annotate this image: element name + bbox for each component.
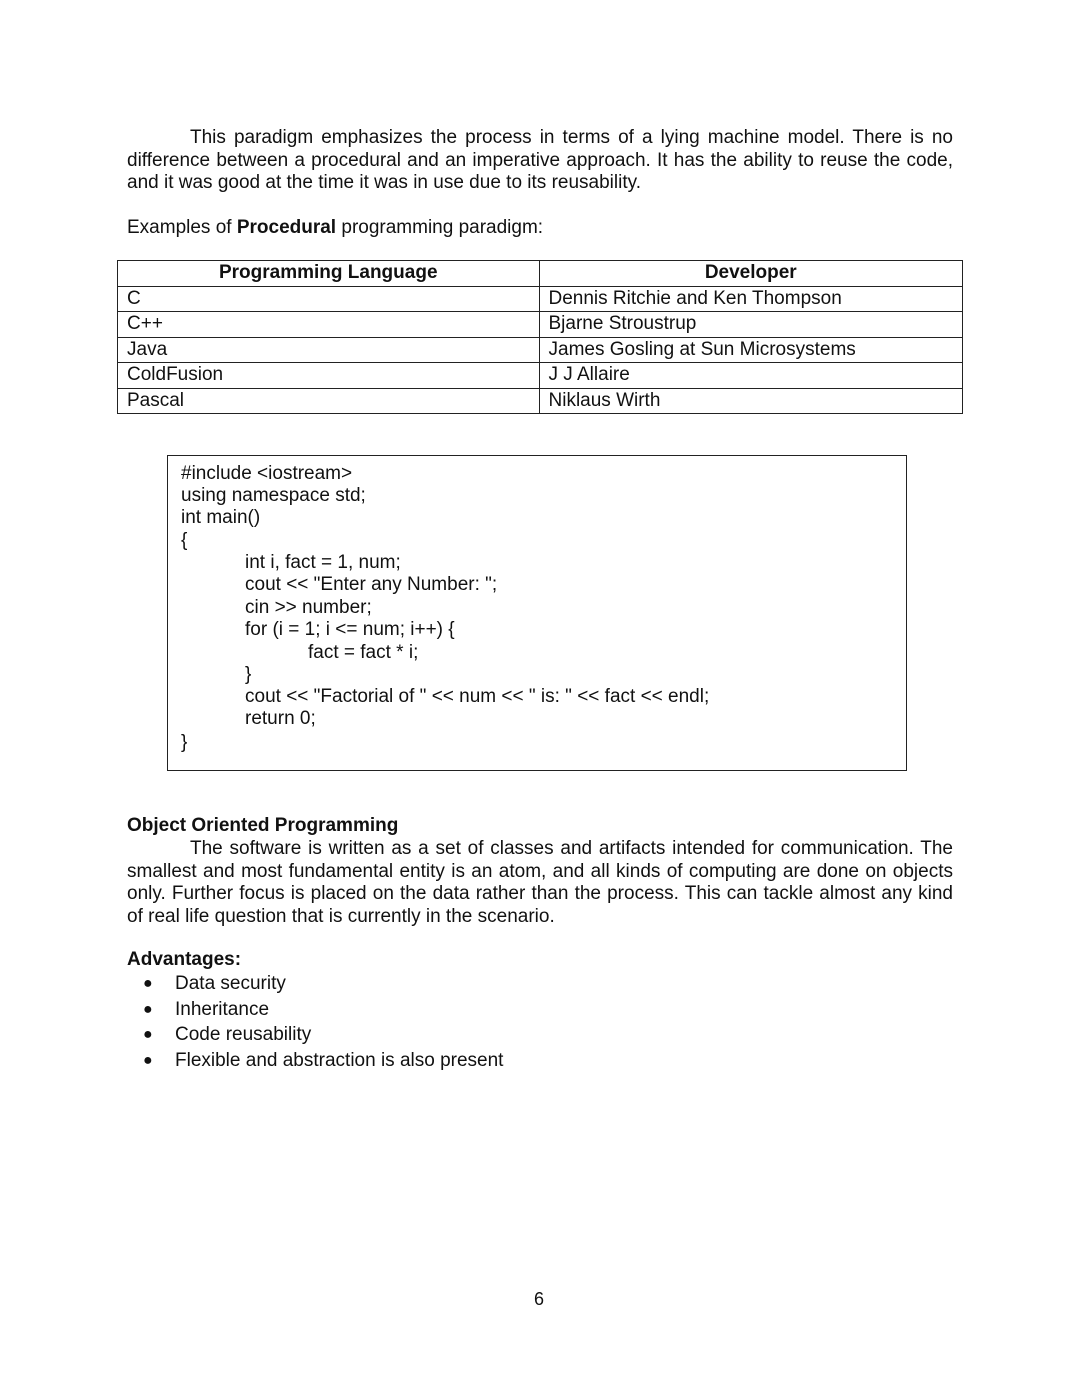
cell-language: Java xyxy=(118,337,540,363)
languages-table xyxy=(117,260,963,414)
table-row xyxy=(118,388,963,414)
intro-paragraph xyxy=(127,127,953,195)
code-line: int i, fact = 1, num; xyxy=(245,552,401,573)
code-line: return 0; xyxy=(245,708,316,729)
list-item xyxy=(127,972,503,998)
examples-prefix: Examples of xyxy=(127,217,237,238)
bullet-icon: ● xyxy=(143,1000,153,1018)
examples-suffix: programming paradigm: xyxy=(336,217,544,238)
cell-language: ColdFusion xyxy=(118,363,540,389)
code-line: } xyxy=(181,732,188,753)
list-item-text: Data security xyxy=(175,973,286,994)
code-line: cin >> number; xyxy=(245,597,372,618)
list-item xyxy=(127,998,503,1024)
list-item xyxy=(127,1049,503,1075)
cell-language: C++ xyxy=(118,312,540,338)
list-item-text: Flexible and abstraction is also present xyxy=(175,1049,504,1071)
code-line: using namespace std; xyxy=(181,485,366,506)
cell-language: Pascal xyxy=(118,388,540,414)
examples-line xyxy=(127,217,543,239)
advantages-heading: Advantages: xyxy=(127,949,242,970)
code-line: int main() xyxy=(181,507,261,528)
cell-developer: James Gosling at Sun Microsystems xyxy=(539,337,963,363)
code-line: { xyxy=(181,530,188,551)
list-item xyxy=(127,1023,503,1049)
code-line: cout << "Enter any Number: "; xyxy=(245,574,498,595)
advantages-list xyxy=(127,972,503,1074)
bullet-icon: ● xyxy=(143,1026,153,1043)
table-row xyxy=(118,363,963,389)
table-row xyxy=(118,337,963,363)
table-row xyxy=(118,312,963,338)
table-row xyxy=(118,286,963,312)
list-item-text: Inheritance xyxy=(175,998,270,1020)
intro-text: This paradigm emphasizes the process in terms of a lying machine model. There is no difference between a procedural and an imperative approach. It has the ability to reuse the code, and it was good at the time it was in use due to its reusability. xyxy=(127,127,953,193)
code-line: #include <iostream> xyxy=(181,463,353,484)
header-developer: Developer xyxy=(539,261,963,287)
table-header-row xyxy=(118,261,963,287)
code-line: fact = fact * i; xyxy=(308,642,419,663)
code-line: } xyxy=(245,664,252,685)
header-language: Programming Language xyxy=(118,261,540,287)
bullet-icon: ● xyxy=(143,975,153,992)
code-line: for (i = 1; i <= num; i++) { xyxy=(245,619,455,640)
cell-language: C xyxy=(118,286,540,312)
page-number: 6 xyxy=(534,1289,545,1309)
oop-heading: Object Oriented Programming xyxy=(127,815,399,836)
oop-paragraph xyxy=(127,838,953,928)
bullet-icon: ● xyxy=(143,1051,153,1069)
cell-developer: J J Allaire xyxy=(539,363,963,389)
cell-developer: Dennis Ritchie and Ken Thompson xyxy=(539,286,963,312)
cell-developer: Niklaus Wirth xyxy=(539,388,963,414)
code-box xyxy=(167,455,907,771)
oop-text: The software is written as a set of classes and artifacts intended for communication. The smallest and most fundamental entity is an atom, and all kinds of computing are done on objects only. Further focus is placed on the data rather than the process. This can tackle almost any kind of real life question that is currently in the scenario. xyxy=(127,838,953,927)
code-line: cout << "Factorial of " << num << " is: " << fact << endl; xyxy=(245,686,710,707)
list-item-text: Code reusability xyxy=(175,1024,312,1045)
cell-developer: Bjarne Stroustrup xyxy=(539,312,963,338)
examples-bold: Procedural xyxy=(236,217,337,238)
